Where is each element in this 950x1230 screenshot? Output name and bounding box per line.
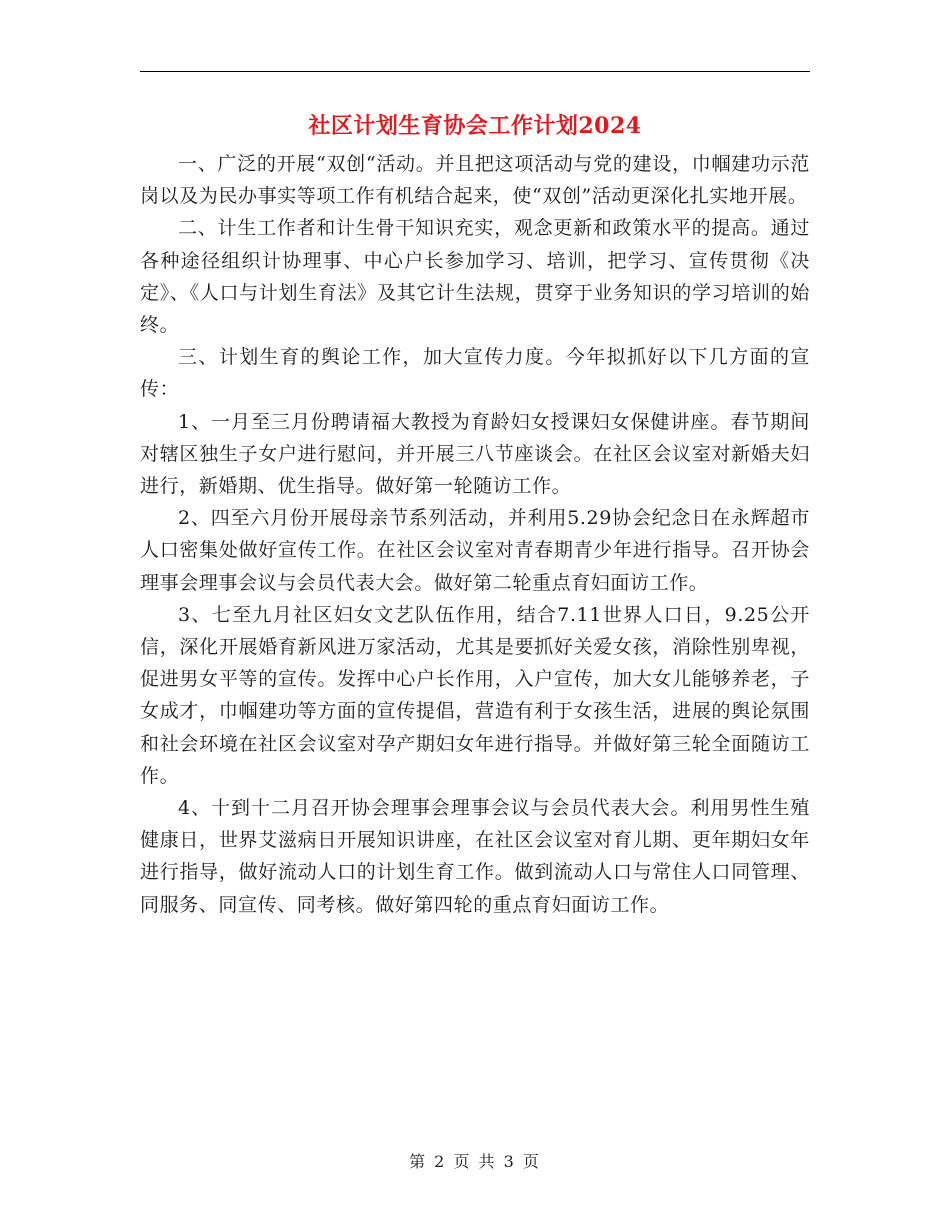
page-number-footer: 第 2 页 共 3 页 [409, 1152, 541, 1171]
header-rule [140, 71, 810, 72]
paragraph-2: 二、计生工作者和计生骨干知识充实，观念更新和政策水平的提高。通过各种途径组织计协理事、中心户长参加学习、培训，把学习、宣传贯彻《决定》、《人口与计划生育法》及其它计生法规，贯穿于业务知识的学习培训的始终。 [140, 217, 810, 337]
paragraph-3: 三、计划生育的舆论工作，加大宣传力度。今年拟抓好以下几方面的宣传： [140, 346, 810, 401]
paragraph-5: 2、四至六月份开展母亲节系列活动，并利用5.29协会纪念日在永辉超市人口密集处做好宣传工作。在社区会议室对青春期青少年进行指导。召开协会理事会理事会议与会员代表大会。做好第二轮重点育妇面访工作。 [140, 507, 810, 594]
paragraph-1: 一、广泛的开展“双创“活动。并且把这项活动与党的建设，巾帼建功示范岗以及为民办事实等项工作有机结合起来，使“双创”活动更深化扎实地开展。 [140, 153, 810, 208]
paragraph-6: 3、七至九月社区妇女文艺队伍作用，结合7.11世界人口日，9.25公开信，深化开展婚育新风进万家活动，尤其是要抓好关爱女孩，消除性别卑视，促进男女平等的宣传。发挥中心户长作用，入户宣传，加大女儿能够养老，子女成才，巾帼建功等方面的宣传提倡，营造有利于女孩生活，进展的舆论氛围和社会环境在社区会议室对孕产期妇女年进行指导。并做好第三轮全面随访工作。 [140, 603, 810, 787]
paragraph-7: 4、十到十二月召开协会理事会理事会议与会员代表大会。利用男性生殖健康日，世界艾滋病日开展知识讲座，在社区会议室对育儿期、更年期妇女年进行指导，做好流动人口的计划生育工作。做到流动人口与常住人口同管理、同服务、同宣传、同考核。做好第四轮的重点育妇面访工作。 [140, 797, 810, 916]
document-body [140, 148, 810, 921]
document-title: 社区计划生育协会工作计划2024 [308, 113, 642, 139]
paragraph-4: 1、一月至三月份聘请福大教授为育龄妇女授课妇女保健讲座。春节期间对辖区独生子女户进行慰问，并开展三八节座谈会。在社区会议室对新婚夫妇进行，新婚期、优生指导。做好第一轮随访工作。 [140, 410, 810, 498]
